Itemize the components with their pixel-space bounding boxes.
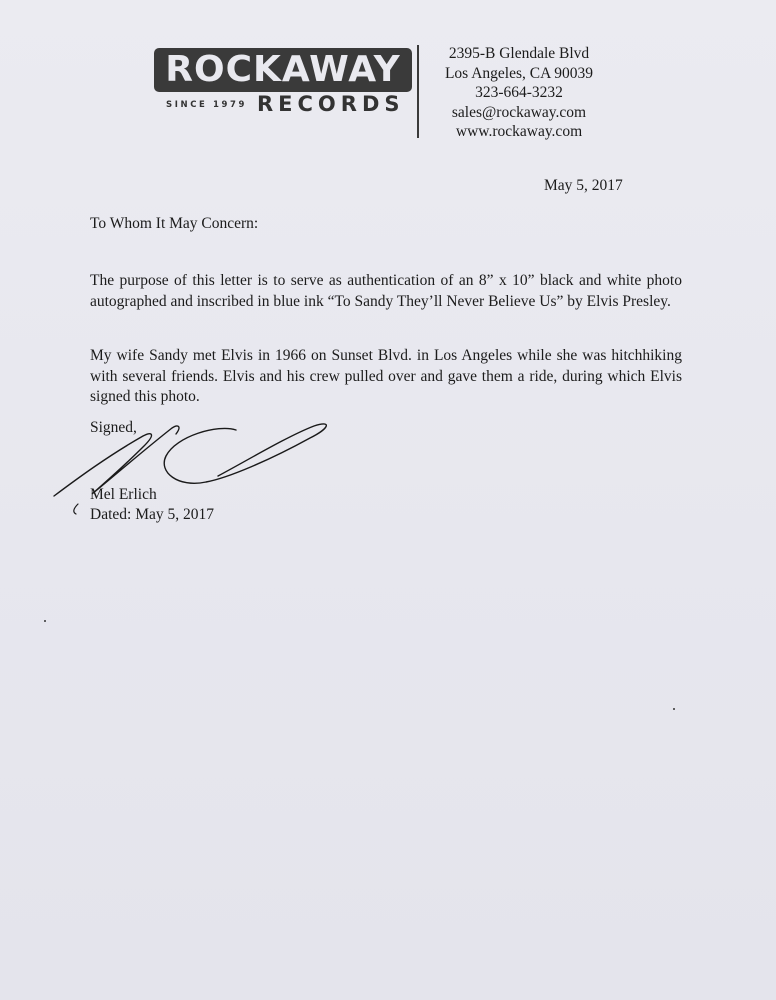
address-website: www.rockaway.com	[455, 123, 583, 140]
paper-speck	[44, 620, 46, 622]
letterhead-divider	[417, 45, 419, 138]
logo-records-text: RECORDS	[257, 92, 405, 116]
letter-date: May 5, 2017	[544, 177, 623, 194]
body-paragraph: The purpose of this letter is to serve as authentication of an 8” x 10” black and white photo autographed and inscribed in blue ink “To Sandy They’ll Never Believe Us” by Elvis Presley.	[90, 272, 682, 310]
salutation: To Whom It May Concern:	[90, 215, 259, 232]
address-city: Los Angeles, CA 90039	[444, 64, 594, 82]
closing: Signed,	[90, 419, 137, 436]
dated-line: Dated: May 5, 2017	[90, 506, 214, 523]
address-email: sales@rockaway.com	[451, 103, 587, 121]
logo-wordmark: ROCKAWAY	[154, 48, 412, 92]
address-phone: 323-664-3232	[475, 84, 563, 101]
body-paragraph: My wife Sandy met Elvis in 1966 on Sunset Blvd. in Los Angeles while she was hitchhiking with several friends. Elvis and his crew pulled over and gave them a ride, during which Elvis signed this photo.	[90, 347, 682, 405]
signer-name: Mel Erlich	[90, 486, 157, 503]
logo-since-text: SINCE 1979	[166, 100, 248, 110]
rockaway-records-logo	[154, 48, 412, 118]
letterhead-address	[425, 44, 613, 142]
address-street: 2395-B Glendale Blvd	[448, 45, 590, 62]
paper-speck	[673, 708, 675, 710]
